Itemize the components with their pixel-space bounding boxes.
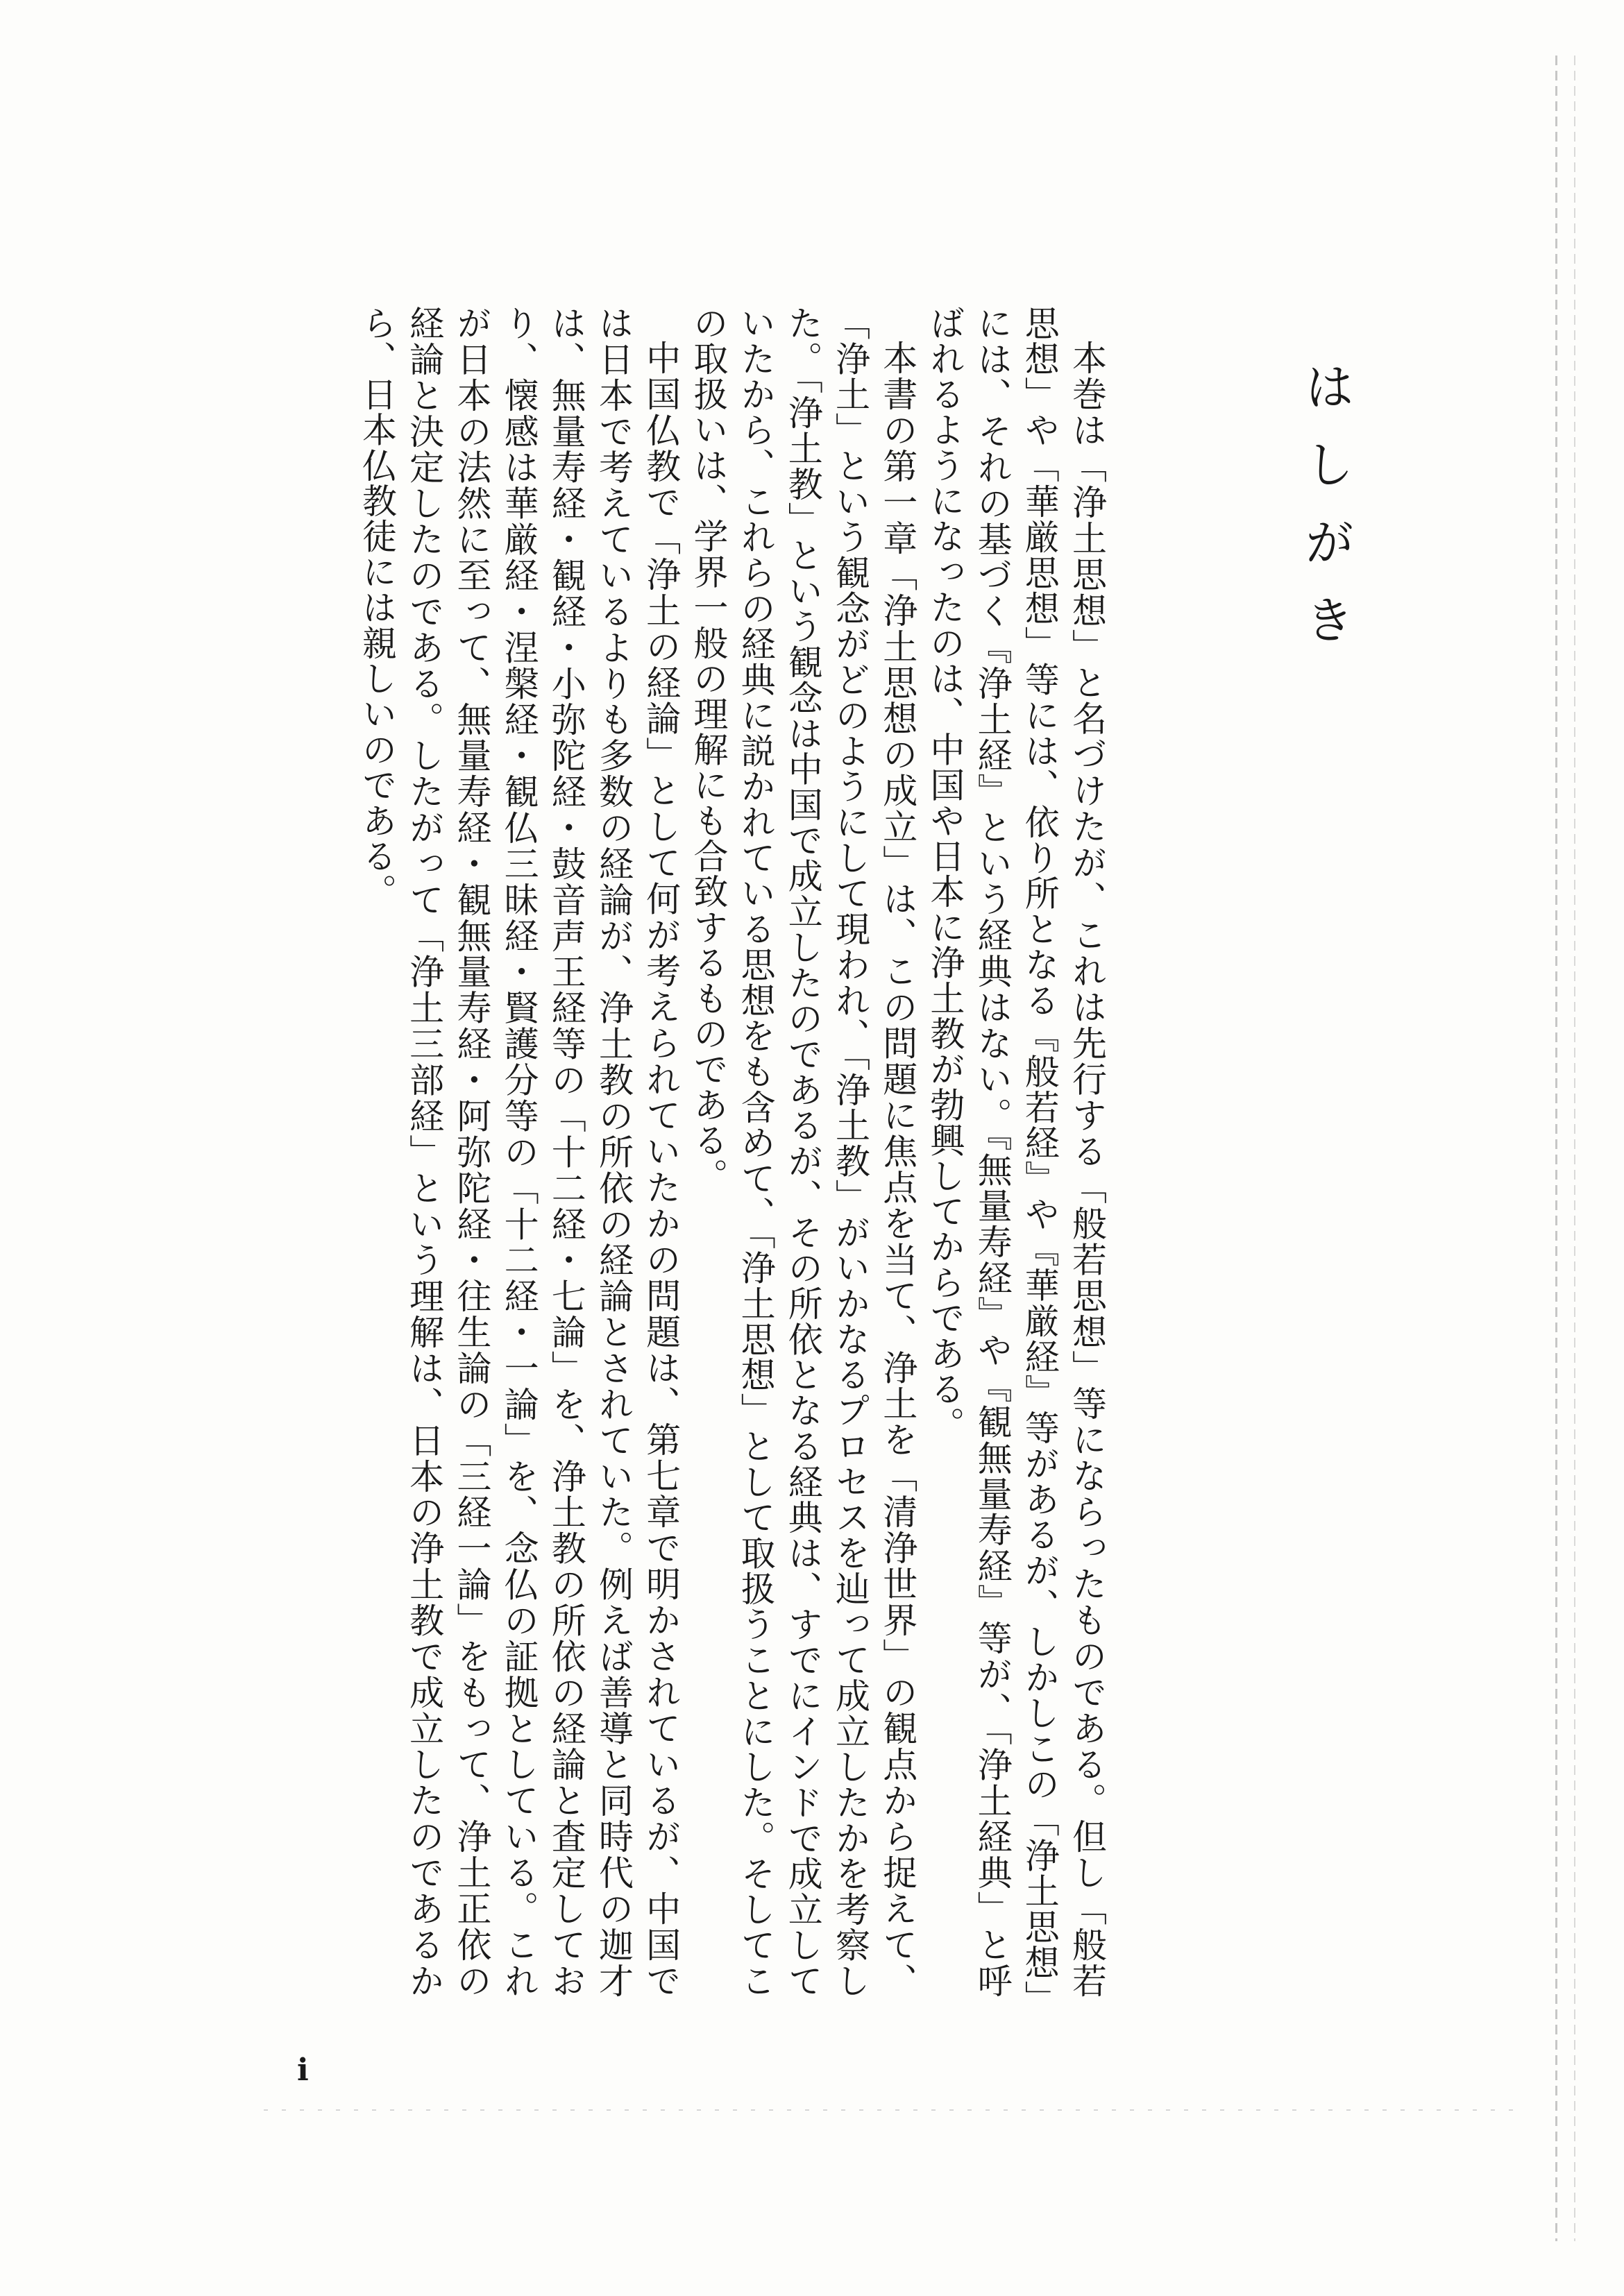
paragraph-3: 中国仏教で「浄土の経論」として何が考えられていたかの問題は、第七章で明かされているが、中国では日本で考えているよりも多数の経論が、浄土教の所依の経論とされていた。例えば善導と同時代の迦才は、無量寿経・観経・小弥陀経・鼓音声王経等の「十二経・七論」を、浄土教の所依の経論と査定しており、懐感は華厳経・涅槃経・観仏三昧経・賢護分等の「十二経・一論」を、念仏の証拠としている。これが日本の法然に至って、無量寿経・観無量寿経・阿弥陀経・往生論の「三経一論」をもって、浄土正依の経論と決定したのである。したがって「浄土三部経」という理解は、日本の浄土教で成立したのであるから、日本仏教徒には親しいのである。 [356,305,682,1998]
page-number: i [297,2052,309,2088]
page-title: はしがき [1296,361,1355,672]
paragraph-2: 本書の第一章「浄土思想の成立」は、この問題に焦点を当て、浄土を「清浄世界」の観点から捉えて、「浄土」という観念がどのようにして現われ、「浄土教」がいかなるプロセスを辿って成立したかを考察した。「浄土教」という観念は中国で成立したのであるが、その所依となる経典は、すでにインドで成立していたから、これらの経典に説かれている思想をも含めて、「浄土思想」として取扱うことにした。そしてこの取扱いは、学界一般の理解にも合致するものである。 [688,305,918,1998]
scan-artifact-dots [264,2109,1513,2111]
paragraph-1: 本巻は「浄土思想」と名づけたが、これは先行する「般若思想」等にならったものである。但し「般若思想」や「華厳思想」等には、依り所となる『般若経』や『華厳経』等があるが、しかしこの「浄土思想」には、それの基づく『浄土経』という経典はない。『無量寿経』や『観無量寿経』等が、「浄土経典」と呼ばれるようになったのは、中国や日本に浄土教が勃興してからである。 [924,305,1107,1998]
binding-edge-line [1555,56,1557,2241]
body-text [250,305,1110,1998]
binding-edge-line-secondary [1574,56,1575,2241]
